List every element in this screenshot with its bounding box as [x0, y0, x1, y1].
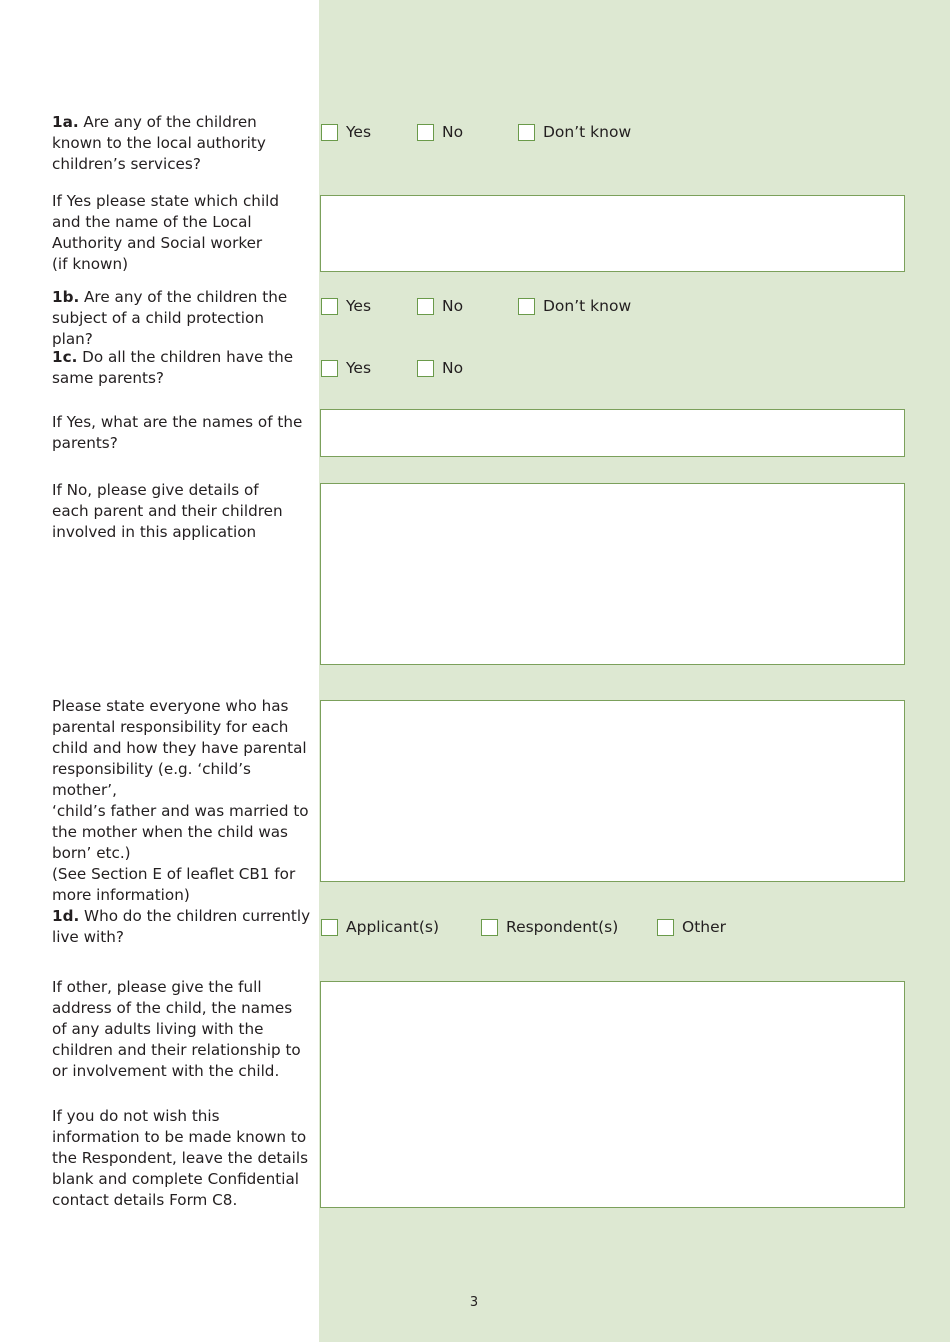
checkbox[interactable] — [321, 360, 338, 377]
option-other[interactable]: Other — [657, 916, 726, 938]
option-dont-know[interactable]: Don’t know — [518, 295, 631, 317]
checkbox[interactable] — [417, 298, 434, 315]
option-yes[interactable]: Yes — [321, 121, 371, 143]
option-no[interactable]: No — [417, 121, 463, 143]
option-dont-know[interactable]: Don’t know — [518, 121, 631, 143]
question-1c-if-yes: If Yes, what are the names of the parents? — [52, 413, 303, 452]
question-1d-if-other: If other, please give the full address of the child, the names of any adults living with the children and their relationship to or involvement with the child. — [52, 978, 301, 1080]
question-number: 1b. — [52, 288, 80, 306]
parental-responsibility-field[interactable] — [320, 700, 905, 882]
parent-names-field[interactable] — [320, 409, 905, 457]
page-number: 3 — [469, 1295, 479, 1310]
question-1d: 1d. Who do the children currently live with? — [52, 907, 311, 946]
question-1c-if-no: If No, please give details of each parent and their children involved in this application — [52, 481, 283, 541]
option-respondents[interactable]: Respondent(s) — [481, 916, 618, 938]
question-1b: 1b. Are any of the children the subject of a child protection plan? — [52, 288, 288, 348]
option-no[interactable]: No — [417, 295, 463, 317]
option-no[interactable]: No — [417, 357, 463, 379]
option-applicants[interactable]: Applicant(s) — [321, 916, 439, 938]
question-number: 1c. — [52, 348, 78, 366]
confidential-note: If you do not wish this information to be made known to the Respondent, leave the details blank and complete Confidential contact details Form C8. — [52, 1107, 309, 1209]
local-authority-details-field[interactable] — [320, 195, 905, 272]
checkbox[interactable] — [321, 124, 338, 141]
question-number: 1d. — [52, 907, 80, 925]
checkbox[interactable] — [518, 298, 535, 315]
checkbox[interactable] — [321, 298, 338, 315]
checkbox[interactable] — [518, 124, 535, 141]
checkbox[interactable] — [417, 360, 434, 377]
parent-details-field[interactable] — [320, 483, 905, 665]
child-address-details-field[interactable] — [320, 981, 905, 1208]
question-1c: 1c. Do all the children have the same parents? — [52, 348, 294, 387]
question-1a: 1a. Are any of the children known to the local authority children’s services? — [52, 113, 266, 173]
checkbox[interactable] — [417, 124, 434, 141]
parental-responsibility-question: Please state everyone who has parental responsibility for each child and how they have parental responsibility (e.g. ‘child’s mother’, ‘child’s father and was married to the mother when the child was born’ etc.) (See Section E of leaflet CB1 for more information) — [52, 697, 309, 904]
option-yes[interactable]: Yes — [321, 357, 371, 379]
question-1a-if-yes: If Yes please state which child and the name of the Local Authority and Social worker (if known) — [52, 192, 280, 273]
question-number: 1a. — [52, 113, 79, 131]
option-yes[interactable]: Yes — [321, 295, 371, 317]
checkbox[interactable] — [481, 919, 498, 936]
checkbox[interactable] — [321, 919, 338, 936]
checkbox[interactable] — [657, 919, 674, 936]
